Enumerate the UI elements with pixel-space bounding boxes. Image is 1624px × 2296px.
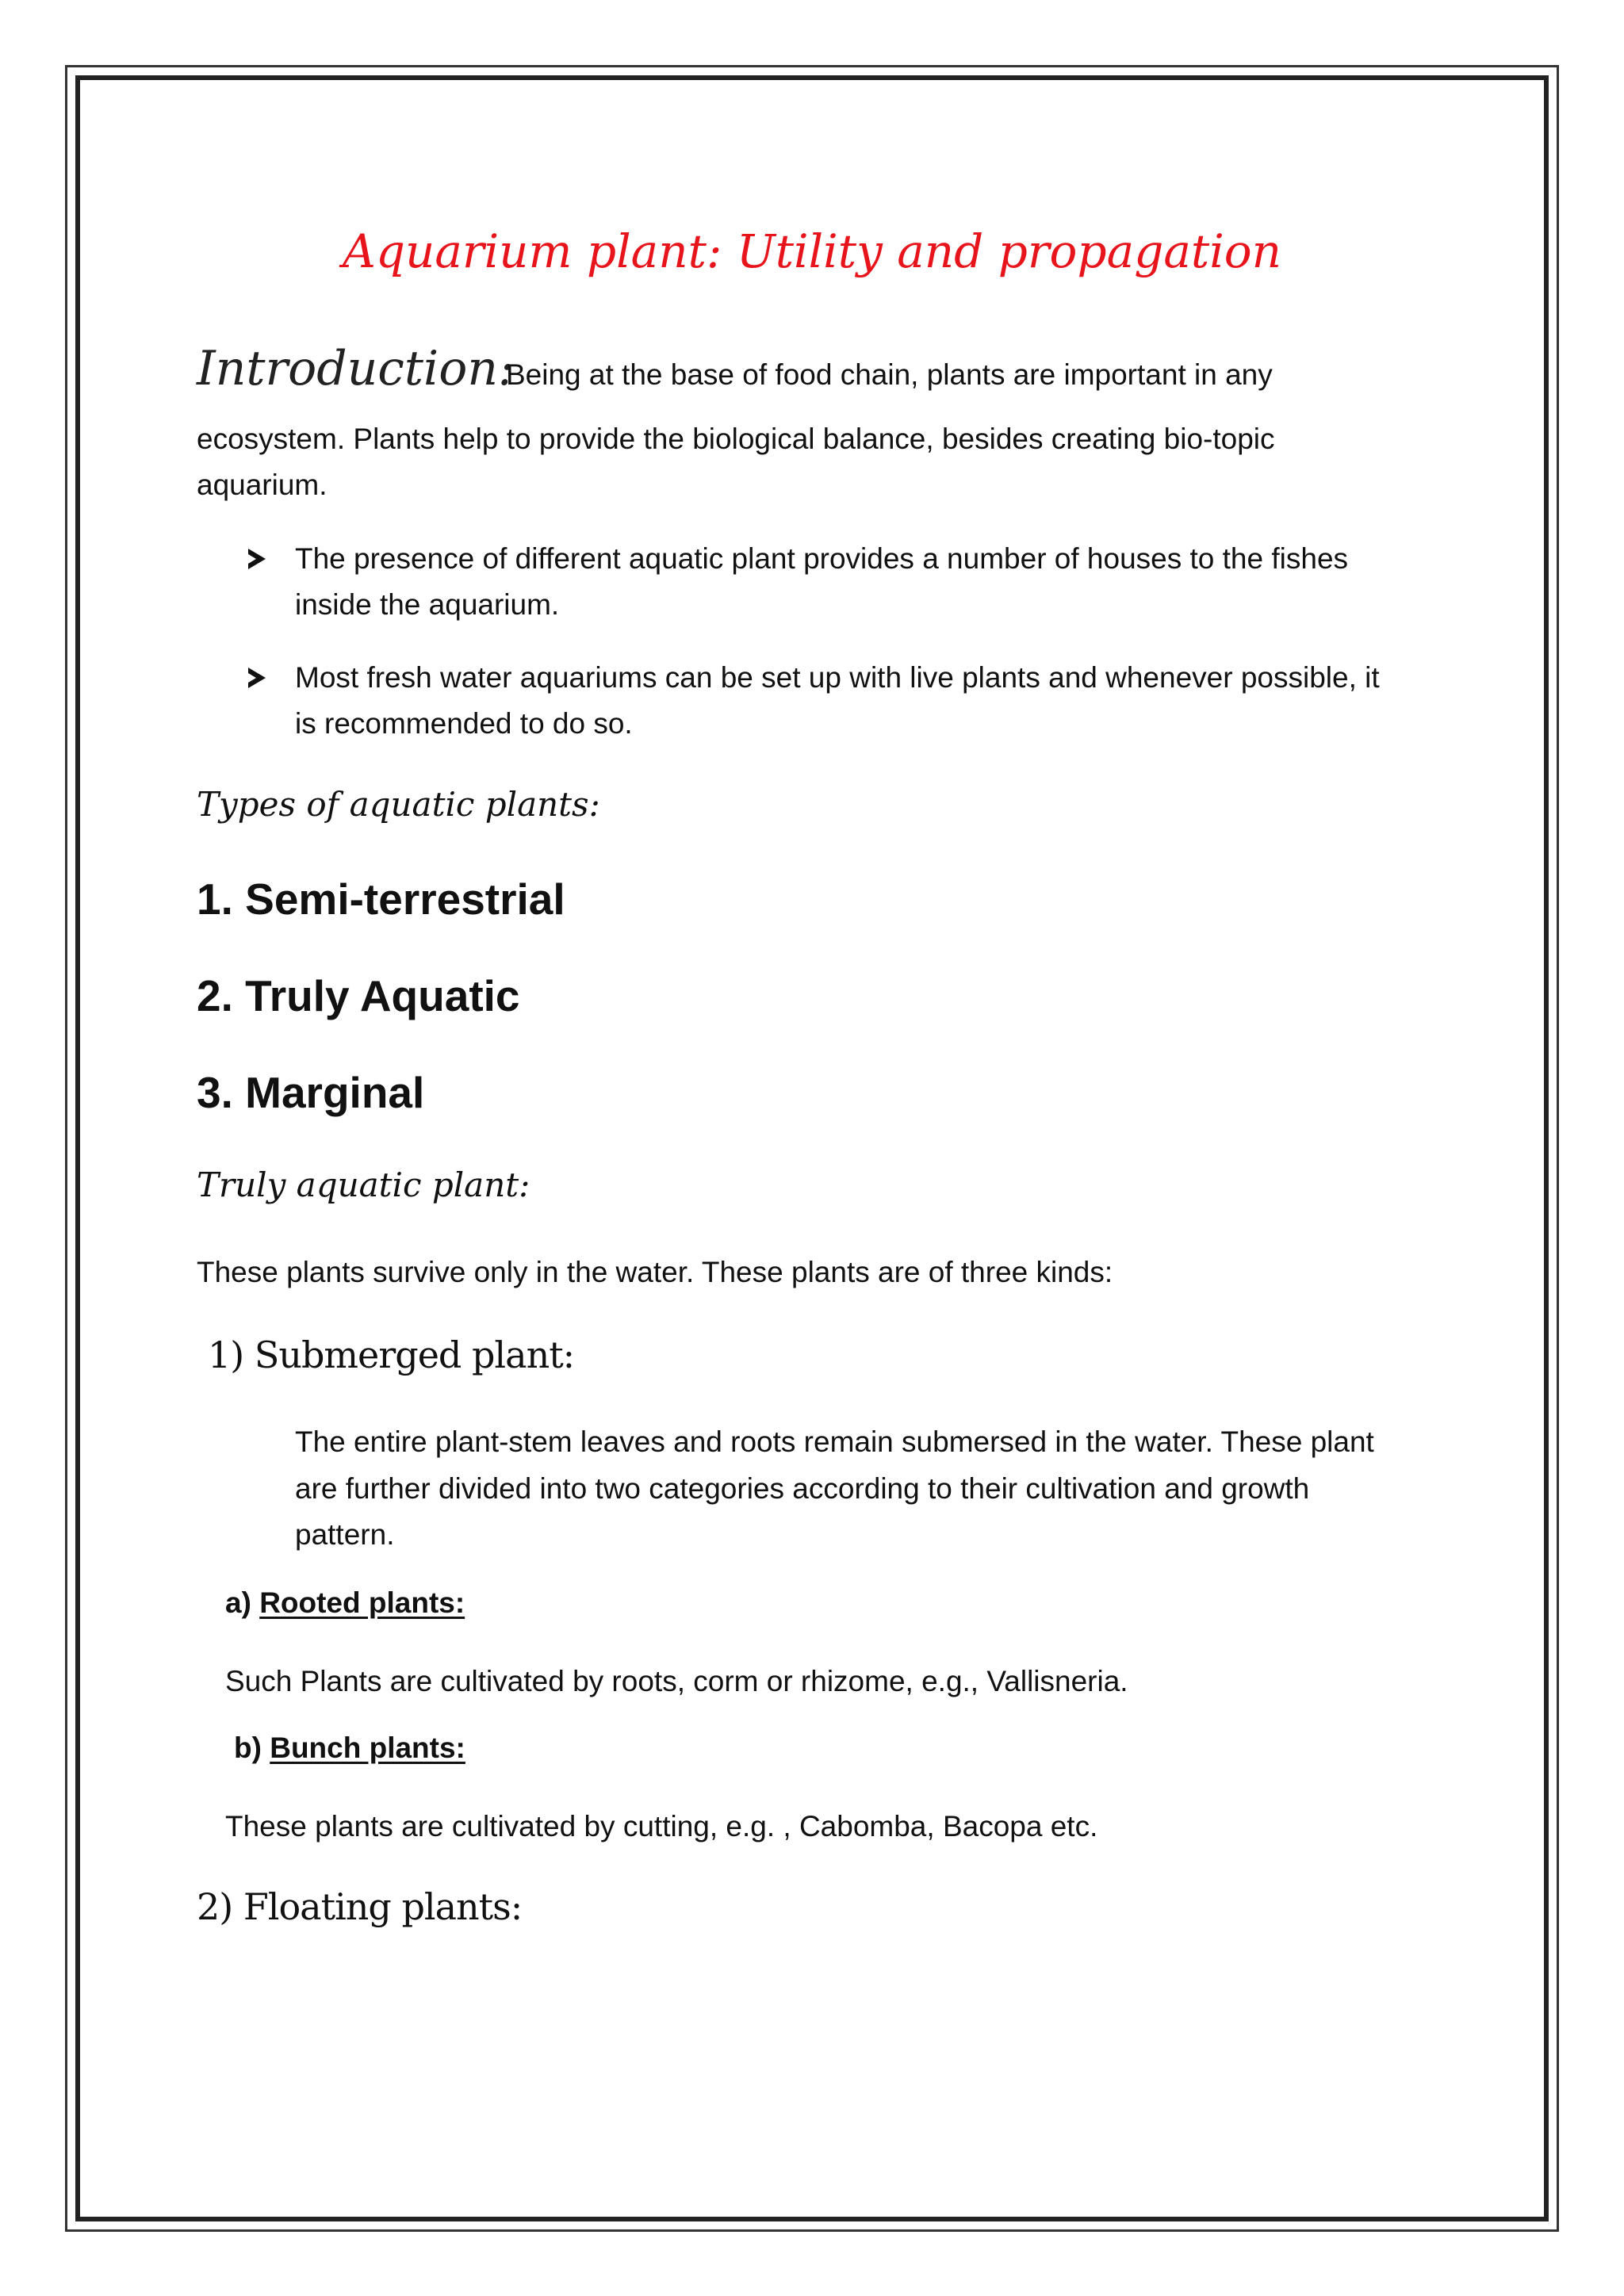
bullet-2-line-1: Most fresh water aquariums can be set up with live plants and whenever possible, it <box>295 661 1380 694</box>
intro-label: Introduction: <box>197 341 515 396</box>
rooted-prefix: a) <box>225 1586 251 1619</box>
truly-aquatic-heading: Truly aquatic plant: <box>197 1165 530 1204</box>
submerged-line-1: The entire plant-stem leaves and roots remain submersed in the water. These plant <box>295 1425 1374 1458</box>
intro-line-1: Being at the base of food chain, plants are important in any <box>506 358 1273 391</box>
bullet-arrow-icon <box>248 549 266 569</box>
bunch-plants-label <box>234 1732 465 1765</box>
rooted-plants-label <box>225 1586 465 1620</box>
type-item-3: 3. Marginal <box>197 1068 425 1117</box>
bullet-1-line-2: inside the aquarium. <box>295 588 560 621</box>
intro-line-3: aquarium. <box>197 469 327 501</box>
type-item-2: 2. Truly Aquatic <box>197 971 520 1020</box>
document-title: Aquarium plant: Utility and propagation <box>342 224 1282 278</box>
rooted-plants-text: Such Plants are cultivated by roots, corm or rhizome, e.g., Vallisneria. <box>225 1665 1128 1697</box>
bunch-plants-text: These plants are cultivated by cutting, e.g. , Cabomba, Bacopa etc. <box>225 1810 1098 1843</box>
type-item-1: 1. Semi-terrestrial <box>197 874 565 924</box>
truly-aquatic-text: These plants survive only in the water. These plants are of three kinds: <box>197 1256 1113 1288</box>
submerged-heading: 1) Submerged plant: <box>208 1334 575 1376</box>
intro-line-2: ecosystem. Plants help to provide the biological balance, besides creating bio-topic <box>197 423 1275 455</box>
bunch-prefix: b) <box>234 1732 262 1764</box>
rooted-label: Rooted plants: <box>259 1586 465 1619</box>
types-heading: Types of aquatic plants: <box>197 785 600 824</box>
submerged-line-3: pattern. <box>295 1518 395 1551</box>
bullet-1-line-1: The presence of different aquatic plant provides a number of houses to the fishes <box>295 542 1349 575</box>
bullet-arrow-icon <box>248 668 266 688</box>
bunch-label: Bunch plants: <box>270 1732 465 1764</box>
floating-heading: 2) Floating plants: <box>197 1885 523 1928</box>
submerged-line-2: are further divided into two categories according to their cultivation and growth <box>295 1472 1310 1505</box>
bullet-2-line-2: is recommended to do so. <box>295 707 633 740</box>
